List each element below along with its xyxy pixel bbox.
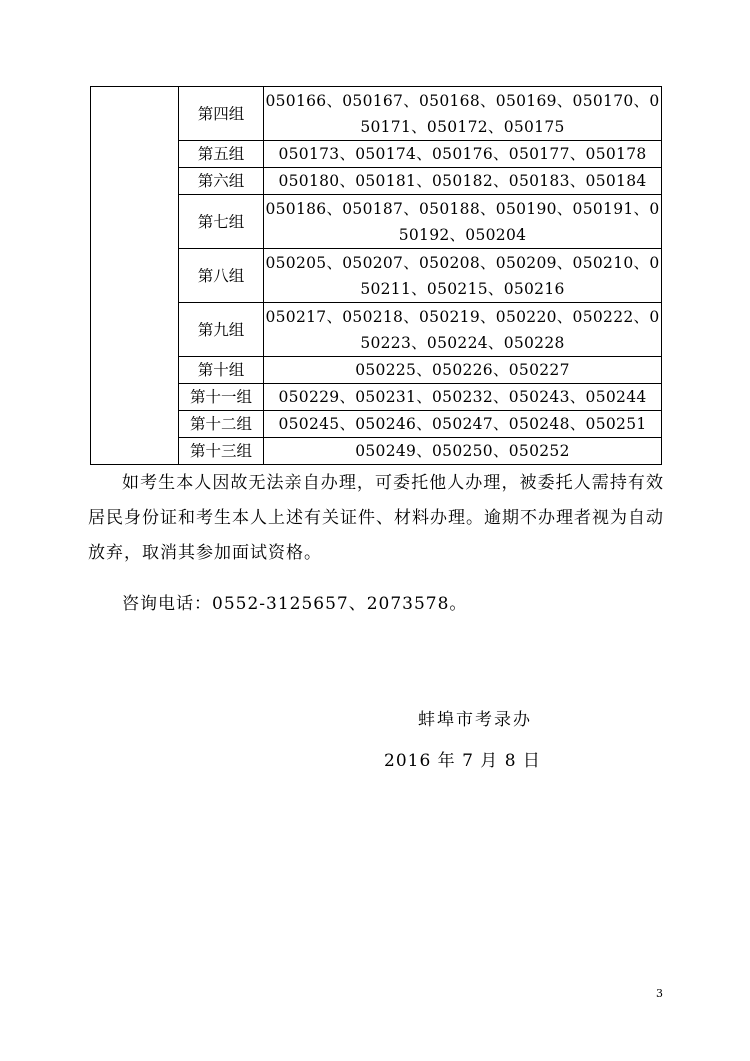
- signature-org: 蚌埠市考录办: [418, 710, 532, 730]
- group-ids: 050229、050231、050232、050243、050244: [264, 384, 662, 411]
- group-name: 第七组: [179, 195, 264, 249]
- contact-paragraph: 咨询电话：0552-3125657、2073578。: [122, 594, 468, 614]
- group-ids: 050249、050250、050252: [264, 438, 662, 465]
- group-table: [90, 86, 662, 465]
- group-name: 第十三组: [179, 438, 264, 465]
- group-name: 第十二组: [179, 411, 264, 438]
- group-ids: 050173、050174、050176、050177、050178: [264, 141, 662, 168]
- group-ids: 050225、050226、050227: [264, 357, 662, 384]
- group-name: 第六组: [179, 168, 264, 195]
- group-name: 第四组: [179, 87, 264, 141]
- group-ids: 050217、050218、050219、050220、050222、050223、050224、050228: [264, 303, 662, 357]
- group-name: 第十一组: [179, 384, 264, 411]
- group-name: 第十组: [179, 357, 264, 384]
- category-cell-blank: [91, 87, 179, 465]
- notice-paragraph: 如考生本人因故无法亲自办理，可委托他人办理，被委托人需持有效居民身份证和考生本人上述有关证件、材料办理。逾期不办理者视为自动放弃，取消其参加面试资格。: [88, 473, 664, 563]
- group-ids: 050180、050181、050182、050183、050184: [264, 168, 662, 195]
- table-row: [91, 87, 662, 141]
- group-ids: 050245、050246、050247、050248、050251: [264, 411, 662, 438]
- signature-date: 2016 年 7 月 8 日: [384, 751, 541, 771]
- group-ids: 050166、050167、050168、050169、050170、050171、050172、050175: [264, 87, 662, 141]
- group-ids: 050186、050187、050188、050190、050191、050192、050204: [264, 195, 662, 249]
- group-name: 第五组: [179, 141, 264, 168]
- group-name: 第八组: [179, 249, 264, 303]
- group-name: 第九组: [179, 303, 264, 357]
- page-number: 3: [656, 987, 663, 1000]
- group-ids: 050205、050207、050208、050209、050210、050211、050215、050216: [264, 249, 662, 303]
